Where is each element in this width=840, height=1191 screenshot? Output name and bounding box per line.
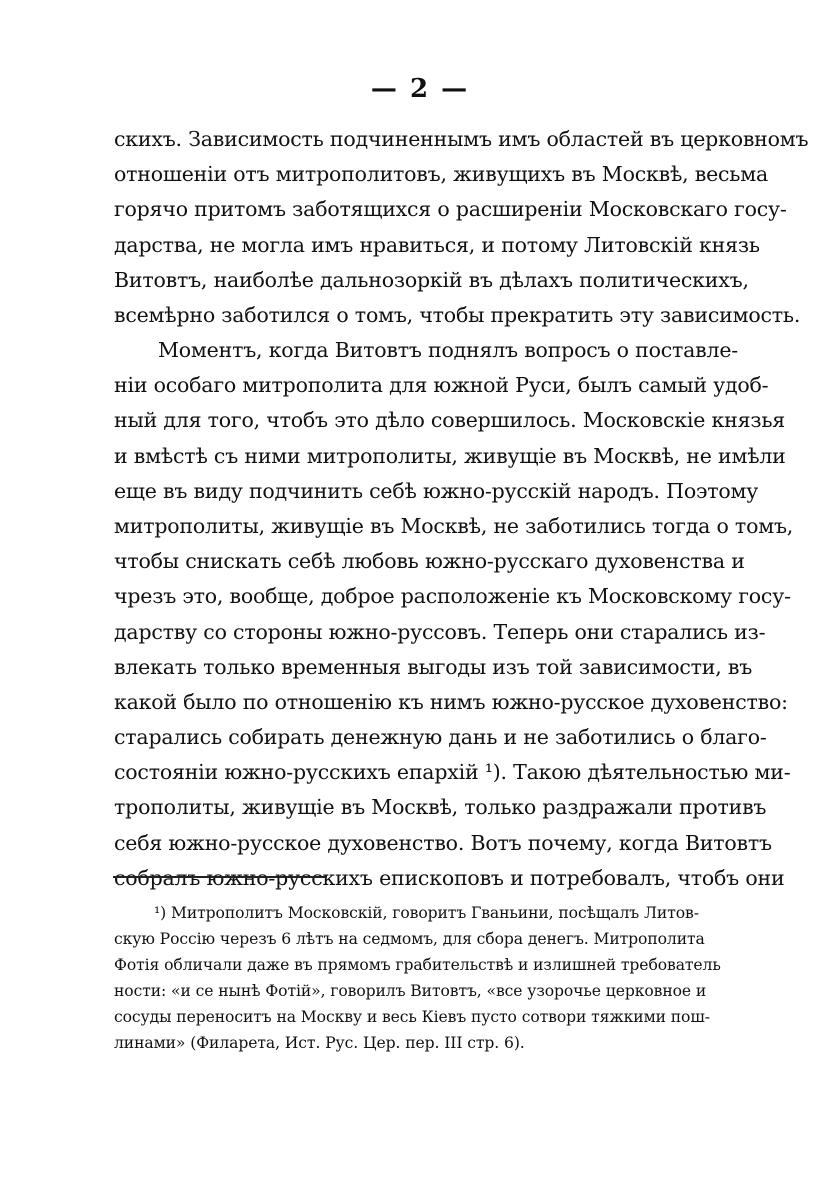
text-line: собралъ южно-русскихъ епископовъ и потребовалъ, чтобъ они — [114, 865, 785, 890]
text-line: трополиты, живущіе въ Москвѣ, только раздражали противъ — [114, 795, 767, 820]
text-line: скихъ. Зависимость подчиненнымъ имъ областей въ церковномъ — [114, 127, 809, 151]
text-line: состояніи южно-русскихъ епархій ¹). Такою дѣятельностью ми- — [114, 760, 791, 785]
text-line: чрезъ это, вообще, доброе расположеніе къ Московскому госу- — [114, 584, 791, 609]
text-line: ный для того, чтобъ это дѣло совершилось. Московскіе князья — [114, 408, 786, 433]
footnote-line: ности: «и се нынѣ Фотій», говорилъ Витовтъ, «все узорочье церковное и — [114, 982, 707, 1000]
text-line: отношеніи отъ митрополитовъ, живущихъ въ Москвѣ, весьма — [114, 162, 769, 187]
footnote — [114, 900, 721, 1056]
footnote-line: сосуды переноситъ на Москву и весь Кіевъ пусто сотвори тяжкими пош- — [114, 1008, 710, 1026]
page-number: — 2 — — [370, 74, 470, 104]
paragraph-1 — [114, 122, 809, 333]
text-line: горячо притомъ заботящихся о расширеніи Московскаго госу- — [114, 197, 787, 222]
footnote-line: скую Россію черезъ 6 лѣтъ на седмомъ, для сбора денегъ. Митрополита — [114, 930, 705, 948]
paragraph-2 — [114, 333, 794, 896]
text-line: дарству со стороны южно-руссовъ. Теперь они старались из- — [114, 619, 766, 644]
text-line: какой было по отношенію къ нимъ южно-русское духовенство: — [114, 689, 788, 714]
footnote-divider — [113, 876, 327, 878]
text-line: митрополиты, живущіе въ Москвѣ, не заботились тогда о томъ, — [114, 513, 794, 538]
footnote-line: Фотія обличали даже въ прямомъ грабительствѣ и излишней требователь — [114, 956, 721, 974]
text-line: всемѣрно заботился о томъ, чтобы прекратить эту зависимость. — [114, 302, 801, 327]
footnote-line: ¹) Митрополитъ Московскій, говоритъ Гваньини, посѣщалъ Литов- — [154, 904, 699, 922]
text-line: и вмѣстѣ съ ними митрополиты, живущіе въ Москвѣ, не имѣли — [114, 443, 786, 468]
text-line: дарства, не могла имъ нравиться, и потому Литовскій князь — [114, 232, 760, 257]
text-line: влекать только временныя выгоды изъ той зависимости, въ — [114, 654, 753, 679]
text-line: Моментъ, когда Витовтъ поднялъ вопросъ о поставле- — [158, 338, 738, 362]
text-line: себя южно-русское духовенство. Вотъ почему, когда Витовтъ — [114, 830, 772, 855]
text-line: ніи особаго митрополита для южной Руси, былъ самый удоб- — [114, 373, 769, 398]
text-line: Витовтъ, наиболѣе дальнозоркій въ дѣлахъ политическихъ, — [114, 267, 749, 292]
footnote-line: линами» (Филарета, Ист. Рус. Цер. пер. III стр. 6). — [114, 1034, 525, 1052]
text-line: еще въ виду подчинить себѣ южно-русскій народъ. Поэтому — [114, 478, 759, 503]
text-line: старались собирать денежную дань и не заботились о благо- — [114, 725, 767, 750]
text-line: чтобы снискать себѣ любовь южно-русскаго духовенства и — [114, 549, 745, 574]
